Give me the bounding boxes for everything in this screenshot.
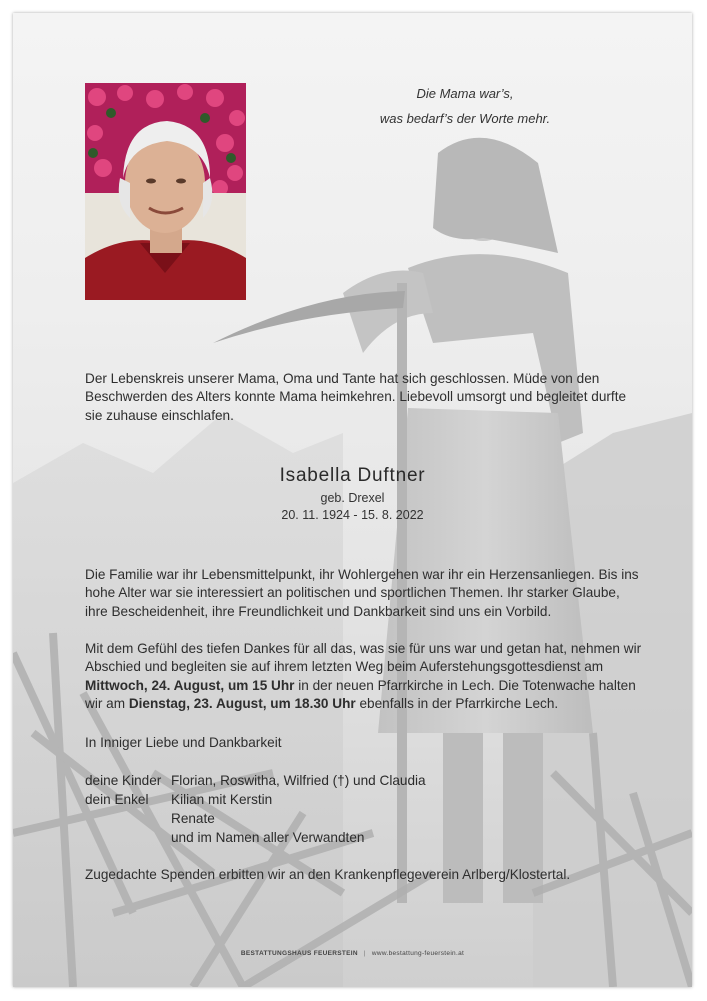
service-text-1: Mit dem Gefühl des tiefen Dankes für all das, was sie für uns war und getan hat, nehmen wir Abschied und begleiten sie auf ihrem letzten Weg beim Auferstehungsgottesdienst am bbox=[85, 641, 642, 675]
motto-line-1: Die Mama war’s, bbox=[416, 86, 514, 101]
service-paragraph bbox=[85, 640, 645, 714]
mourner-names: Renate bbox=[171, 811, 215, 826]
mourner-label bbox=[85, 828, 171, 847]
mourner-names: und im Namen aller Verwandten bbox=[171, 830, 365, 845]
mourner-names: Florian, Roswitha, Wilfried (†) und Claudia bbox=[171, 773, 426, 788]
mourner-row bbox=[85, 790, 426, 809]
mourner-names: Kilian mit Kerstin bbox=[171, 792, 273, 807]
wake-date: Dienstag, 23. August, um 18.30 Uhr bbox=[128, 696, 356, 712]
mourner-row bbox=[85, 809, 426, 828]
closing-line: In Inniger Liebe und Dankbarkeit bbox=[85, 735, 282, 750]
footer bbox=[13, 950, 692, 957]
mourner-row bbox=[85, 828, 426, 847]
mourner-label: deine Kinder bbox=[85, 773, 162, 788]
mourner-row bbox=[85, 771, 426, 790]
obituary-card bbox=[13, 13, 692, 987]
donations-line: Zugedachte Spenden erbitten wir an den Krankenpflegeverein Arlberg/Klostertal. bbox=[85, 867, 571, 882]
service-text-2: in der neuen Pfarrkirche in Lech. Die Totenwache halten wir am bbox=[85, 677, 636, 712]
funeral-home-url[interactable]: www.bestattung-feuerstein.at bbox=[371, 950, 465, 957]
portrait-photo bbox=[85, 83, 246, 300]
mourners-list bbox=[85, 771, 426, 847]
funeral-date: Mittwoch, 24. August, um 15 Uhr bbox=[85, 677, 295, 693]
deceased-block bbox=[13, 465, 692, 522]
mourner-label bbox=[85, 809, 171, 828]
mourner-label: dein Enkel bbox=[85, 792, 149, 807]
birth-name: geb. Drexel bbox=[320, 491, 385, 505]
intro-paragraph: Der Lebenskreis unserer Mama, Oma und Tante hat sich geschlossen. Müde von den Beschwerden des Alters konnte Mama heimkehren. Liebevoll umsorgt und begleitet durfte sie zuhause einschlafen. bbox=[85, 371, 627, 423]
service-text-3: ebenfalls in der Pfarrkirche Lech. bbox=[355, 696, 559, 712]
motto-line-2: was bedarf’s der Worte mehr. bbox=[379, 111, 551, 126]
footer-separator: | bbox=[363, 950, 366, 957]
motto-quote bbox=[315, 81, 615, 131]
deceased-name: Isabella Duftner bbox=[279, 465, 426, 486]
family-paragraph: Die Familie war ihr Lebensmittelpunkt, ihr Wohlergehen war ihr ein Herzensanliegen. Bis ins hohe Alter war sie interessiert an politischen und sportlichen Themen. Ihr starker Glaube, ihre Bescheidenheit, ihre Freundlichkeit und Dankbarkeit sind uns ein Vorbild. bbox=[85, 567, 639, 619]
life-dates: 20. 11. 1924 - 15. 8. 2022 bbox=[281, 508, 424, 522]
funeral-home-name: BESTATTUNGSHAUS FEUERSTEIN bbox=[240, 950, 358, 957]
